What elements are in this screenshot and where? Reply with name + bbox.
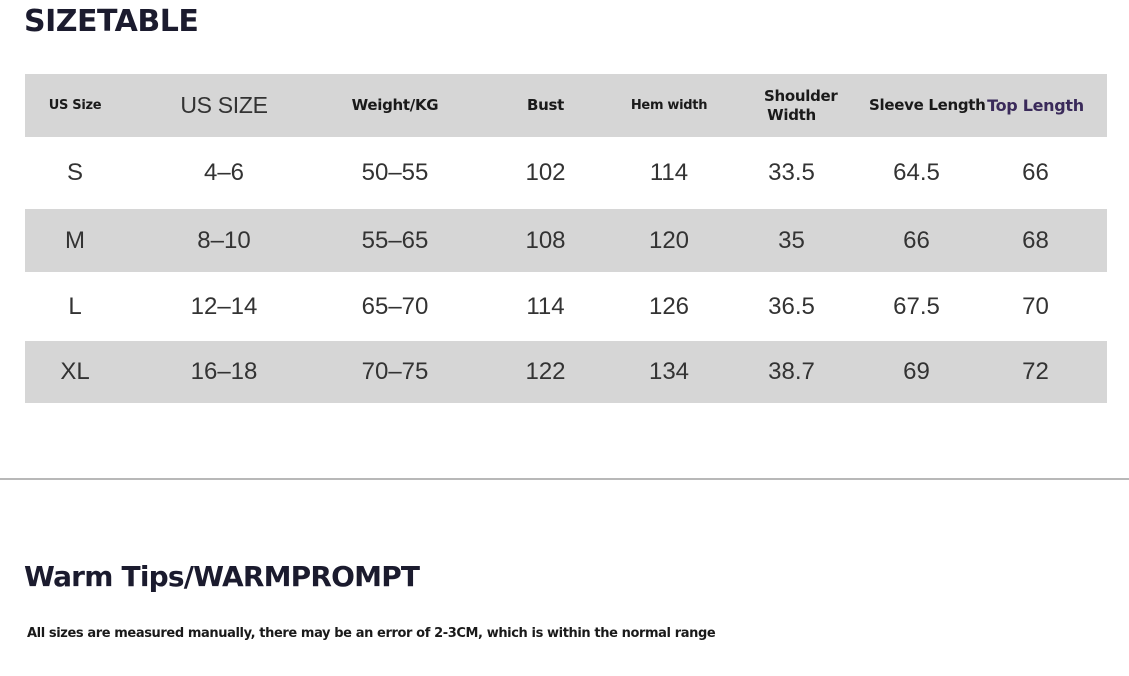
cell-size: M	[65, 226, 85, 254]
cell-shoulder-width: 33.5	[768, 159, 815, 186]
cell-weight: 50–55	[361, 159, 429, 186]
cell-weight: 55–65	[361, 226, 429, 254]
cell-bust: 122	[525, 358, 566, 385]
cell-hem-width: 114	[649, 159, 689, 186]
header-bust: Bust	[526, 96, 564, 114]
cell-sleeve-length: 64.5	[893, 159, 940, 186]
header-weight: Weight/KG	[351, 96, 439, 114]
header-sleeve-length: Sleeve Length	[869, 96, 986, 114]
cell-size: L	[68, 292, 82, 320]
cell-shoulder-width: 36.5	[768, 292, 815, 320]
cell-sleeve-length: 67.5	[893, 292, 940, 320]
cell-bust: 108	[525, 226, 566, 254]
header-us-size-label: US Size	[48, 98, 102, 113]
cell-shoulder-width: 35	[778, 226, 805, 254]
cell-hem-width: 120	[648, 226, 690, 254]
cell-top-length: 68	[1022, 226, 1049, 254]
header-hem-width: Hem width	[630, 98, 708, 113]
cell-top-length: 66	[1022, 159, 1049, 186]
section-divider	[0, 478, 1129, 480]
cell-size: S	[66, 159, 83, 186]
table-row	[25, 341, 1107, 403]
cell-us-size: 12–14	[190, 292, 258, 320]
cell-us-size: 8–10	[197, 226, 251, 254]
cell-bust: 114	[526, 292, 565, 320]
table-row	[25, 209, 1107, 272]
cell-bust: 102	[525, 159, 566, 186]
table-row	[25, 137, 1107, 209]
table-header-row	[25, 74, 1107, 137]
header-top-length: Top Length	[987, 96, 1084, 115]
cell-size: XL	[60, 358, 90, 385]
cell-top-length: 72	[1022, 358, 1049, 385]
cell-hem-width: 126	[648, 292, 690, 320]
cell-sleeve-length: 66	[903, 226, 930, 254]
page-title: SIZETABLE	[24, 4, 199, 39]
cell-top-length: 70	[1022, 292, 1049, 320]
cell-us-size: 4–6	[203, 159, 245, 186]
header-shoulder-width: Shoulder Width	[764, 86, 838, 124]
cell-weight: 65–70	[361, 292, 429, 320]
size-table	[25, 74, 1107, 403]
cell-hem-width: 134	[648, 358, 690, 385]
cell-us-size: 16–18	[190, 358, 258, 385]
table-row	[25, 272, 1107, 341]
header-us-size: US SIZE	[180, 92, 268, 118]
tips-title: Warm Tips/WARMPROMPT	[24, 560, 420, 593]
cell-weight: 70–75	[361, 358, 429, 385]
cell-sleeve-length: 69	[903, 358, 930, 385]
cell-shoulder-width: 38.7	[768, 358, 815, 385]
tips-text: All sizes are measured manually, there may be an error of 2-3CM, which is within the normal range	[27, 626, 716, 641]
